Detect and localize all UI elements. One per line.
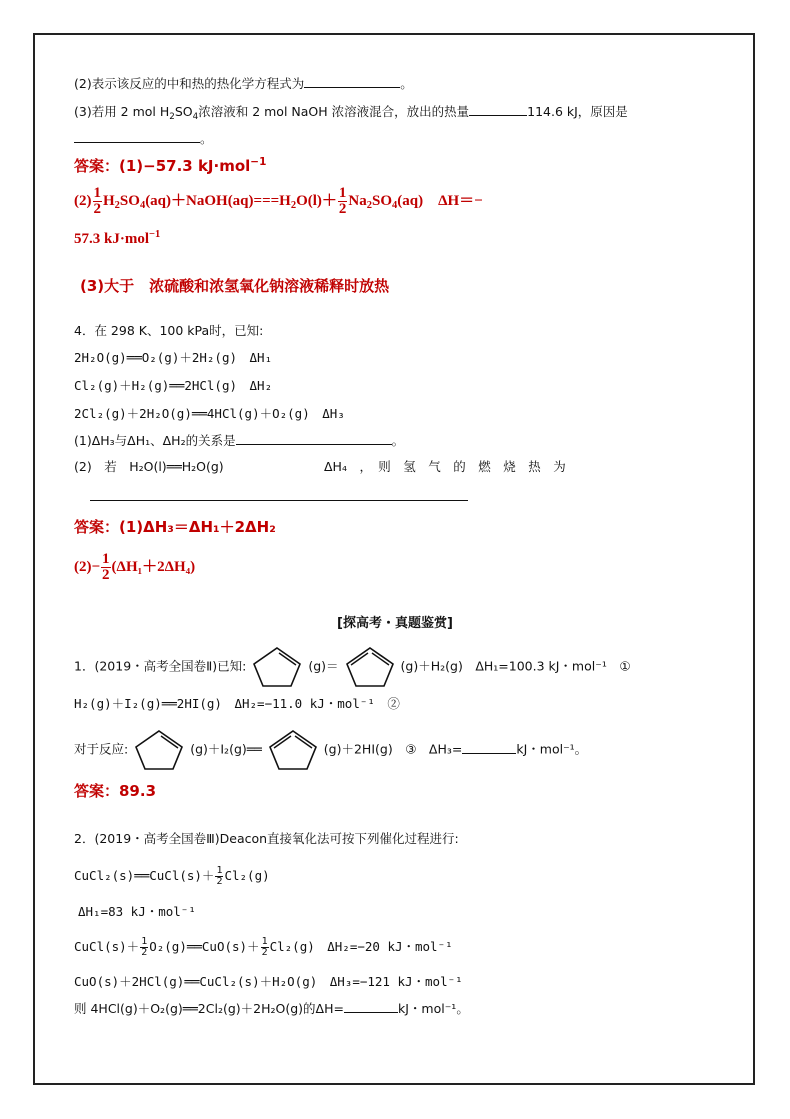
gaokao-q2-stem: 2．(2019・高考全国卷Ⅲ)Deacon直接氧化法可按下列催化过程进行: — [74, 831, 459, 846]
question-4-eq-3: 2Cl₂(g)＋2H₂O(g)══4HCl(g)＋O₂(g) ΔH₃ — [74, 406, 345, 421]
cyclopentene-icon — [132, 728, 186, 772]
gaokao-q2-eq-2: CuCl(s)＋ $\frac{1}{2}$ O₂(g)══CuO(s)＋ $\frac{1}{2}$ Cl₂(g) ΔH₂=−20 kJ・mol⁻¹ — [74, 936, 453, 958]
gaokao-q2-ask: 则 4HCl(g)＋O₂(g)══2Cl₂(g)＋2H₂O(g)的ΔH= kJ・mol⁻¹。 — [74, 1001, 469, 1016]
question-4-eq-2: Cl₂(g)＋H₂(g)══2HCl(g) ΔH₂ — [74, 378, 273, 393]
question-4-eq-1: 2H₂O(g)══O₂(g)＋2H₂(g) ΔH₁ — [74, 350, 273, 365]
gaokao-q2-eq-3: CuO(s)＋2HCl(g)══CuCl₂(s)＋H₂O(g) ΔH₃=−121 kJ・mol⁻¹ — [74, 974, 463, 989]
answer-3-line-2: (2) $\frac{1}{2}$ $H_2SO_4(aq)+NaOH(aq)===H_2O(l)+$ $\frac{1}{2}$ $Na_2SO_4(aq)$ ΔH＝− — [74, 185, 483, 217]
gaokao-q1-line-1: 1．(2019・高考全国卷Ⅱ)已知: (g)＝ (g)＋H₂(g) ΔH₁=100.3 kJ・mol⁻¹ ① — [74, 645, 631, 689]
question-4-answer-blank — [90, 500, 468, 501]
question-3-part-3-cont: 。 — [74, 130, 213, 148]
cyclopentadiene-icon — [343, 645, 397, 689]
answer-3-line-4: (3)大于 浓硫酸和浓氢氧化钠溶液稀释时放热 — [80, 277, 390, 295]
gaokao-q1-line-2: H₂(g)＋I₂(g)══2HI(g) ΔH₂=−11.0 kJ・mol⁻¹ ② — [74, 696, 400, 711]
question-3-part-2: (2)表示该反应的中和热的热化学方程式为 。 — [74, 76, 413, 91]
answer-3-line-3: 57.3 kJ·mol$^{-1}$ — [74, 229, 161, 247]
gaokao-answer-1: 答案：89.3 — [74, 782, 157, 800]
cyclopentene-icon — [250, 645, 304, 689]
section-title: [探高考・真题鉴赏] — [337, 616, 453, 631]
question-4-stem: 4．在 298 K、100 kPa时，已知: — [74, 323, 264, 338]
cyclopentadiene-icon — [266, 728, 320, 772]
question-3-part-3: (3)若用 2 mol $H_2SO_4$浓溶液和 2 mol NaOH 浓溶液混合，放出的热量 114.6 kJ，原因是 — [74, 104, 628, 122]
gaokao-q2-eq-1: CuCl₂(s)══CuCl(s)＋ $\frac{1}{2}$ Cl₂(g) — [74, 865, 270, 887]
gaokao-q2-dh-1: ΔH₁=83 kJ・mol⁻¹ — [78, 904, 196, 919]
answer-4-line-1: 答案：(1)ΔH₃＝ΔH₁＋2ΔH₂ — [74, 518, 276, 536]
question-4-sub-2: (2) 若 H₂O(l)══H₂O(g) ΔH₄ ， 则 氢 气 的 燃 烧 热 为 — [74, 459, 566, 474]
answer-3-line-1: 答案：(1)−57.3 kJ·mol$^{-1}$ — [74, 156, 267, 175]
question-4-sub-1: (1)ΔH₃与ΔH₁、ΔH₂的关系是 。 — [74, 433, 405, 448]
gaokao-q1-line-3: 对于反应: (g)＋I₂(g)══ (g)＋2HI(g) ③ ΔH₃= kJ・mol⁻¹。 — [74, 728, 587, 772]
answer-4-line-2: (2)− $\frac{1}{2}$ (ΔH₁＋2ΔH₄) — [74, 551, 196, 583]
